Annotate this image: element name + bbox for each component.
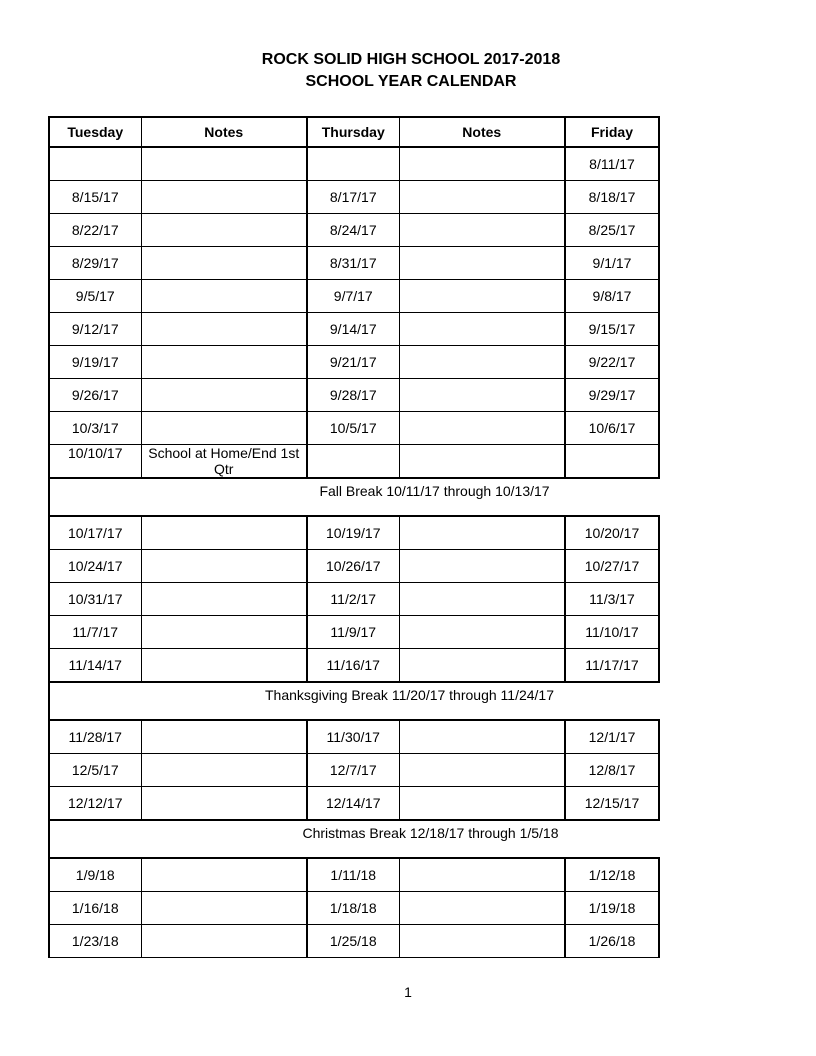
notes-cell bbox=[141, 858, 307, 892]
friday-cell: 9/8/17 bbox=[565, 280, 659, 313]
notes-cell bbox=[399, 616, 565, 649]
friday-cell: 10/20/17 bbox=[565, 516, 659, 550]
notes-cell bbox=[399, 412, 565, 445]
tuesday-cell: 1/16/18 bbox=[49, 892, 141, 925]
friday-cell: 10/27/17 bbox=[565, 550, 659, 583]
tuesday-cell: 9/19/17 bbox=[49, 346, 141, 379]
friday-cell: 9/29/17 bbox=[565, 379, 659, 412]
notes-cell bbox=[141, 892, 307, 925]
notes-cell bbox=[399, 516, 565, 550]
notes-cell bbox=[141, 214, 307, 247]
notes-cell bbox=[141, 412, 307, 445]
notes-cell bbox=[399, 247, 565, 280]
table-row bbox=[49, 346, 659, 379]
thursday-cell: 8/31/17 bbox=[307, 247, 399, 280]
notes-cell bbox=[141, 925, 307, 958]
friday-cell: 12/8/17 bbox=[565, 754, 659, 787]
friday-cell bbox=[565, 445, 659, 479]
break-row-fall bbox=[49, 478, 659, 516]
notes-cell bbox=[141, 181, 307, 214]
notes-cell bbox=[141, 754, 307, 787]
friday-cell: 10/6/17 bbox=[565, 412, 659, 445]
thursday-cell: 10/5/17 bbox=[307, 412, 399, 445]
table-row bbox=[49, 616, 659, 649]
table-row bbox=[49, 583, 659, 616]
thursday-cell bbox=[307, 147, 399, 181]
notes-cell bbox=[399, 181, 565, 214]
notes-cell bbox=[399, 445, 565, 479]
table-row bbox=[49, 247, 659, 280]
tuesday-cell: 11/28/17 bbox=[49, 720, 141, 754]
table-row bbox=[49, 892, 659, 925]
notes-cell bbox=[399, 550, 565, 583]
tuesday-cell: 10/31/17 bbox=[49, 583, 141, 616]
table-row bbox=[49, 147, 659, 181]
thursday-cell: 8/17/17 bbox=[307, 181, 399, 214]
friday-cell: 12/1/17 bbox=[565, 720, 659, 754]
notes-cell bbox=[399, 892, 565, 925]
header-friday: Friday bbox=[565, 117, 659, 147]
header-row bbox=[49, 117, 659, 147]
thursday-cell: 10/19/17 bbox=[307, 516, 399, 550]
notes-cell bbox=[399, 925, 565, 958]
tuesday-cell: 10/24/17 bbox=[49, 550, 141, 583]
notes-cell bbox=[399, 379, 565, 412]
table-row bbox=[49, 858, 659, 892]
break-label-thanksgiving: Thanksgiving Break 11/20/17 through 11/24/17 bbox=[264, 687, 555, 703]
notes-cell bbox=[141, 247, 307, 280]
thursday-cell: 9/21/17 bbox=[307, 346, 399, 379]
tuesday-cell: 10/17/17 bbox=[49, 516, 141, 550]
calendar-title-line1: ROCK SOLID HIGH SCHOOL 2017-2018 bbox=[261, 51, 561, 68]
thursday-cell: 9/28/17 bbox=[307, 379, 399, 412]
notes-cell bbox=[399, 147, 565, 181]
table-row bbox=[49, 720, 659, 754]
break-label-christmas: Christmas Break 12/18/17 through 1/5/18 bbox=[302, 825, 559, 841]
notes-cell bbox=[141, 583, 307, 616]
friday-cell: 11/3/17 bbox=[565, 583, 659, 616]
tuesday-cell: 11/7/17 bbox=[49, 616, 141, 649]
break-row-christmas bbox=[49, 820, 659, 858]
header-notes-1: Notes bbox=[141, 117, 307, 147]
notes-cell bbox=[141, 516, 307, 550]
tuesday-cell: 9/26/17 bbox=[49, 379, 141, 412]
table-row bbox=[49, 280, 659, 313]
notes-cell bbox=[141, 313, 307, 346]
friday-cell: 9/15/17 bbox=[565, 313, 659, 346]
tuesday-cell: 10/3/17 bbox=[49, 412, 141, 445]
notes-cell bbox=[399, 754, 565, 787]
tuesday-cell: 12/12/17 bbox=[49, 787, 141, 821]
notes-cell: School at Home/End 1st Qtr bbox=[141, 445, 307, 479]
notes-cell bbox=[141, 787, 307, 821]
tuesday-cell: 10/10/17 bbox=[49, 445, 141, 479]
tuesday-cell: 9/12/17 bbox=[49, 313, 141, 346]
friday-cell: 12/15/17 bbox=[565, 787, 659, 821]
tuesday-cell: 8/22/17 bbox=[49, 214, 141, 247]
notes-cell bbox=[141, 280, 307, 313]
friday-cell: 8/18/17 bbox=[565, 181, 659, 214]
thursday-cell: 10/26/17 bbox=[307, 550, 399, 583]
notes-cell bbox=[399, 858, 565, 892]
table-row bbox=[49, 550, 659, 583]
break-row-thanksgiving bbox=[49, 682, 659, 720]
tuesday-cell: 9/5/17 bbox=[49, 280, 141, 313]
tuesday-cell bbox=[49, 147, 141, 181]
notes-cell bbox=[141, 147, 307, 181]
notes-cell bbox=[399, 214, 565, 247]
notes-cell bbox=[141, 346, 307, 379]
header-notes-2: Notes bbox=[399, 117, 565, 147]
table-row bbox=[49, 445, 659, 479]
notes-cell bbox=[399, 720, 565, 754]
header-thursday: Thursday bbox=[307, 117, 399, 147]
tuesday-cell: 1/23/18 bbox=[49, 925, 141, 958]
notes-cell bbox=[399, 787, 565, 821]
table-row bbox=[49, 787, 659, 821]
notes-cell bbox=[141, 720, 307, 754]
friday-cell: 1/26/18 bbox=[565, 925, 659, 958]
table-row bbox=[49, 516, 659, 550]
thursday-cell: 9/14/17 bbox=[307, 313, 399, 346]
tuesday-cell: 11/14/17 bbox=[49, 649, 141, 683]
table-row bbox=[49, 313, 659, 346]
break-label-fall: Fall Break 10/11/17 through 10/13/17 bbox=[319, 483, 550, 499]
tuesday-cell: 8/15/17 bbox=[49, 181, 141, 214]
tuesday-cell: 12/5/17 bbox=[49, 754, 141, 787]
thursday-cell: 11/2/17 bbox=[307, 583, 399, 616]
thursday-cell: 1/25/18 bbox=[307, 925, 399, 958]
notes-cell bbox=[141, 649, 307, 683]
thursday-cell: 12/14/17 bbox=[307, 787, 399, 821]
thursday-cell: 11/16/17 bbox=[307, 649, 399, 683]
friday-cell: 9/1/17 bbox=[565, 247, 659, 280]
notes-cell bbox=[399, 583, 565, 616]
friday-cell: 1/12/18 bbox=[565, 858, 659, 892]
thursday-cell: 8/24/17 bbox=[307, 214, 399, 247]
calendar-table bbox=[48, 116, 660, 958]
notes-cell bbox=[141, 550, 307, 583]
table-row bbox=[49, 754, 659, 787]
thursday-cell: 11/9/17 bbox=[307, 616, 399, 649]
table-row bbox=[49, 925, 659, 958]
notes-cell bbox=[399, 313, 565, 346]
friday-cell: 8/11/17 bbox=[565, 147, 659, 181]
tuesday-cell: 1/9/18 bbox=[49, 858, 141, 892]
friday-cell: 1/19/18 bbox=[565, 892, 659, 925]
friday-cell: 9/22/17 bbox=[565, 346, 659, 379]
table-row bbox=[49, 412, 659, 445]
notes-cell bbox=[399, 280, 565, 313]
notes-cell bbox=[141, 616, 307, 649]
notes-cell bbox=[399, 649, 565, 683]
thursday-cell: 1/11/18 bbox=[307, 858, 399, 892]
thursday-cell: 12/7/17 bbox=[307, 754, 399, 787]
friday-cell: 11/10/17 bbox=[565, 616, 659, 649]
header-tuesday: Tuesday bbox=[49, 117, 141, 147]
notes-cell bbox=[399, 346, 565, 379]
table-row bbox=[49, 214, 659, 247]
page-number: 1 bbox=[404, 984, 412, 1000]
thursday-cell bbox=[307, 445, 399, 479]
table-row bbox=[49, 649, 659, 683]
table-row bbox=[49, 379, 659, 412]
table-row bbox=[49, 181, 659, 214]
friday-cell: 8/25/17 bbox=[565, 214, 659, 247]
calendar-title-line2: SCHOOL YEAR CALENDAR bbox=[305, 73, 517, 90]
thursday-cell: 11/30/17 bbox=[307, 720, 399, 754]
thursday-cell: 9/7/17 bbox=[307, 280, 399, 313]
thursday-cell: 1/18/18 bbox=[307, 892, 399, 925]
friday-cell: 11/17/17 bbox=[565, 649, 659, 683]
tuesday-cell: 8/29/17 bbox=[49, 247, 141, 280]
notes-cell bbox=[141, 379, 307, 412]
